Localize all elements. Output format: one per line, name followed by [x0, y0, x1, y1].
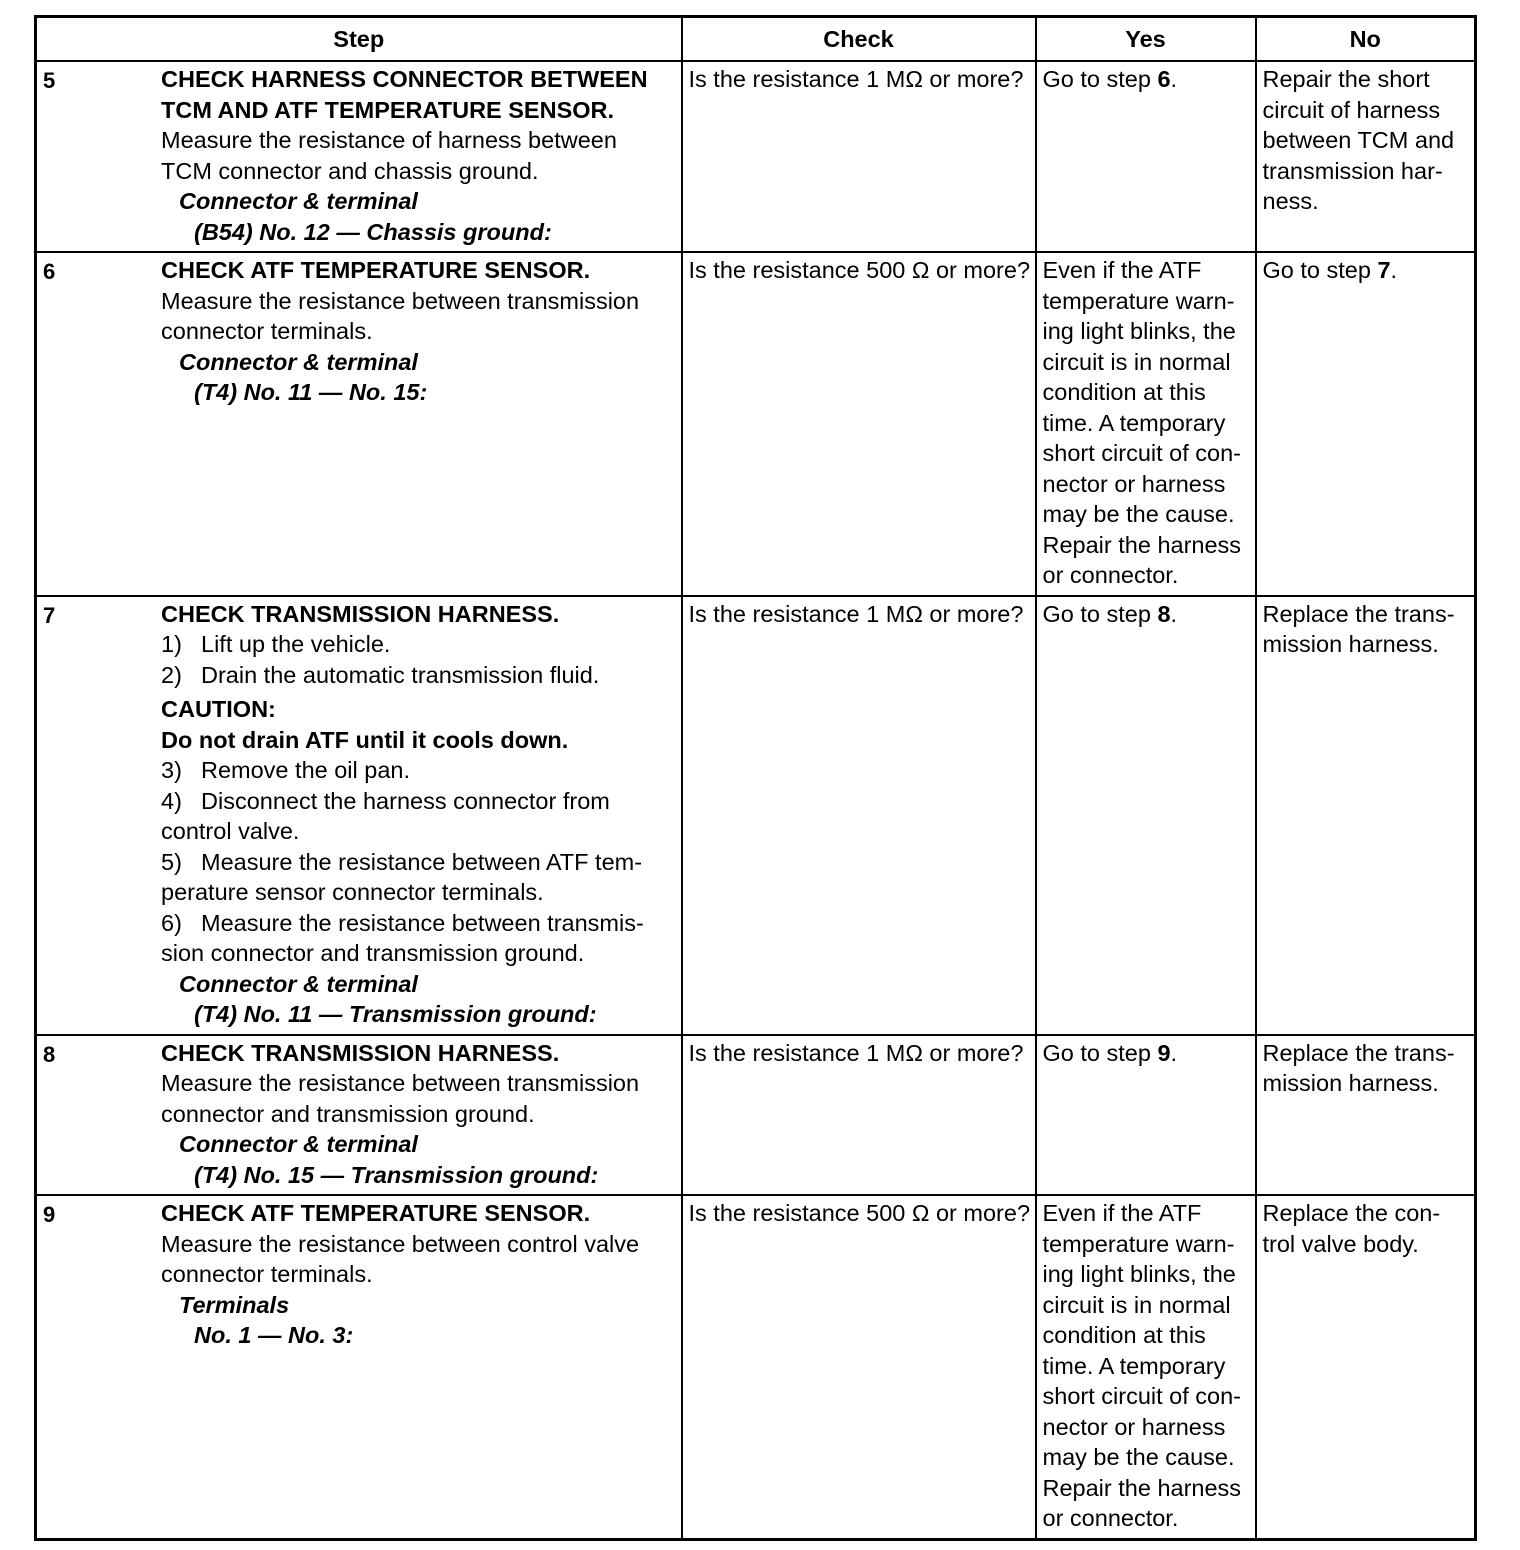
substep: 5) Measure the resistance between ATF tem- [161, 848, 643, 875]
connector-value: (T4) No. 11 — Transmission ground: [194, 1001, 597, 1027]
connector-title: Terminals [179, 1291, 290, 1318]
step-cell [36, 252, 682, 596]
substep-continuation: control valve. [161, 818, 300, 844]
step-title: TCM AND ATF TEMPERATURE SENSOR. [161, 96, 615, 123]
yes-cell: Go to step 8. [1036, 596, 1256, 1035]
step-description: connector terminals. [161, 1261, 373, 1287]
step-description: connector and transmission ground. [161, 1100, 535, 1127]
step-ref: 9 [1157, 1039, 1171, 1066]
step-number: 8 [43, 1041, 56, 1067]
substep: 2) Drain the automatic transmission fluid. [161, 661, 600, 688]
step-title: CHECK TRANSMISSION HARNESS. [161, 1039, 560, 1066]
connector-value: No. 1 — No. 3: [194, 1322, 354, 1348]
table-row [36, 61, 1476, 252]
caution-label: CAUTION: [161, 696, 276, 722]
header-check: Check [682, 17, 1036, 62]
step-description: Measure the resistance between transmission [161, 287, 640, 314]
step-number: 7 [43, 602, 56, 628]
connector-title: Connector & terminal [179, 1131, 418, 1157]
check-cell: Is the resistance 1 MΩ or more? [682, 61, 1036, 252]
yes-cell: Go to step 6. [1036, 61, 1256, 252]
substep-continuation: perature sensor connector terminals. [161, 879, 544, 905]
header-row [36, 17, 1476, 62]
substep: 1) Lift up the vehicle. [161, 631, 391, 657]
no-cell: Replace the trans-mission harness. [1256, 596, 1476, 1035]
step-title: CHECK TRANSMISSION HARNESS. [161, 600, 560, 627]
step-cell [36, 1035, 682, 1196]
step-title: CHECK ATF TEMPERATURE SENSOR. [161, 257, 591, 283]
no-cell: Go to step 7. [1256, 252, 1476, 596]
yes-cell: Even if the ATF temperature warn-ing light blinks, the circuit is in normal condition at this time. A temporary short circuit of con-nector or harness may be the cause. Repair the harness or connector. [1036, 1195, 1256, 1539]
caution-text: Do not drain ATF until it cools down. [161, 726, 569, 753]
substep: 3) Remove the oil pan. [161, 757, 411, 783]
step-description: connector terminals. [161, 318, 373, 344]
step-description: Measure the resistance between transmission [161, 1070, 640, 1096]
connector-title: Connector & terminal [179, 970, 418, 997]
table-row [36, 252, 1476, 596]
connector-title: Connector & terminal [179, 188, 418, 214]
step-cell [36, 1195, 682, 1539]
check-cell: Is the resistance 500 Ω or more? [682, 1195, 1036, 1539]
step-title: CHECK ATF TEMPERATURE SENSOR. [161, 1200, 591, 1226]
step-number: 9 [43, 1202, 56, 1227]
table-row [36, 596, 1476, 1035]
step-ref: 6 [1157, 66, 1171, 92]
substep: 4) Disconnect the harness connector from [161, 787, 610, 814]
header-yes: Yes [1036, 17, 1256, 62]
connector-value: (T4) No. 15 — Transmission ground: [194, 1161, 599, 1188]
connector-title: Connector & terminal [179, 348, 418, 375]
connector-value: (B54) No. 12 — Chassis ground: [194, 218, 552, 245]
no-cell: Repair the short circuit of harness between TCM and transmission har-ness. [1256, 61, 1476, 252]
step-cell [36, 596, 682, 1035]
step-description: TCM connector and chassis ground. [161, 157, 539, 184]
header-no: No [1256, 17, 1476, 62]
substep: 6) Measure the resistance between transmis- [161, 909, 644, 936]
step-cell [36, 61, 682, 252]
no-cell: Replace the trans-mission harness. [1256, 1035, 1476, 1196]
diagnostic-table [34, 15, 1477, 1541]
check-cell: Is the resistance 1 MΩ or more? [682, 596, 1036, 1035]
connector-value: (T4) No. 11 — No. 15: [194, 379, 428, 405]
yes-cell: Even if the ATF temperature warn-ing light blinks, the circuit is in normal condition at this time. A temporary short circuit of con-nector or harness may be the cause. Repair the harness or connector. [1036, 252, 1256, 596]
step-title: CHECK HARNESS CONNECTOR BETWEEN [161, 66, 648, 92]
step-description: Measure the resistance of harness between [161, 127, 617, 153]
step-number: 5 [43, 68, 56, 93]
table-row [36, 1195, 1476, 1539]
step-ref: 8 [1157, 600, 1171, 627]
check-cell: Is the resistance 500 Ω or more? [682, 252, 1036, 596]
step-description: Measure the resistance between control valve [161, 1230, 640, 1257]
header-step: Step [36, 17, 682, 62]
substep-continuation: sion connector and transmission ground. [161, 940, 585, 966]
step-number: 6 [43, 259, 56, 284]
check-cell: Is the resistance 1 MΩ or more? [682, 1035, 1036, 1196]
table-row [36, 1035, 1476, 1196]
yes-cell: Go to step 9. [1036, 1035, 1256, 1196]
no-cell: Replace the con-trol valve body. [1256, 1195, 1476, 1539]
step-ref: 7 [1377, 257, 1391, 283]
